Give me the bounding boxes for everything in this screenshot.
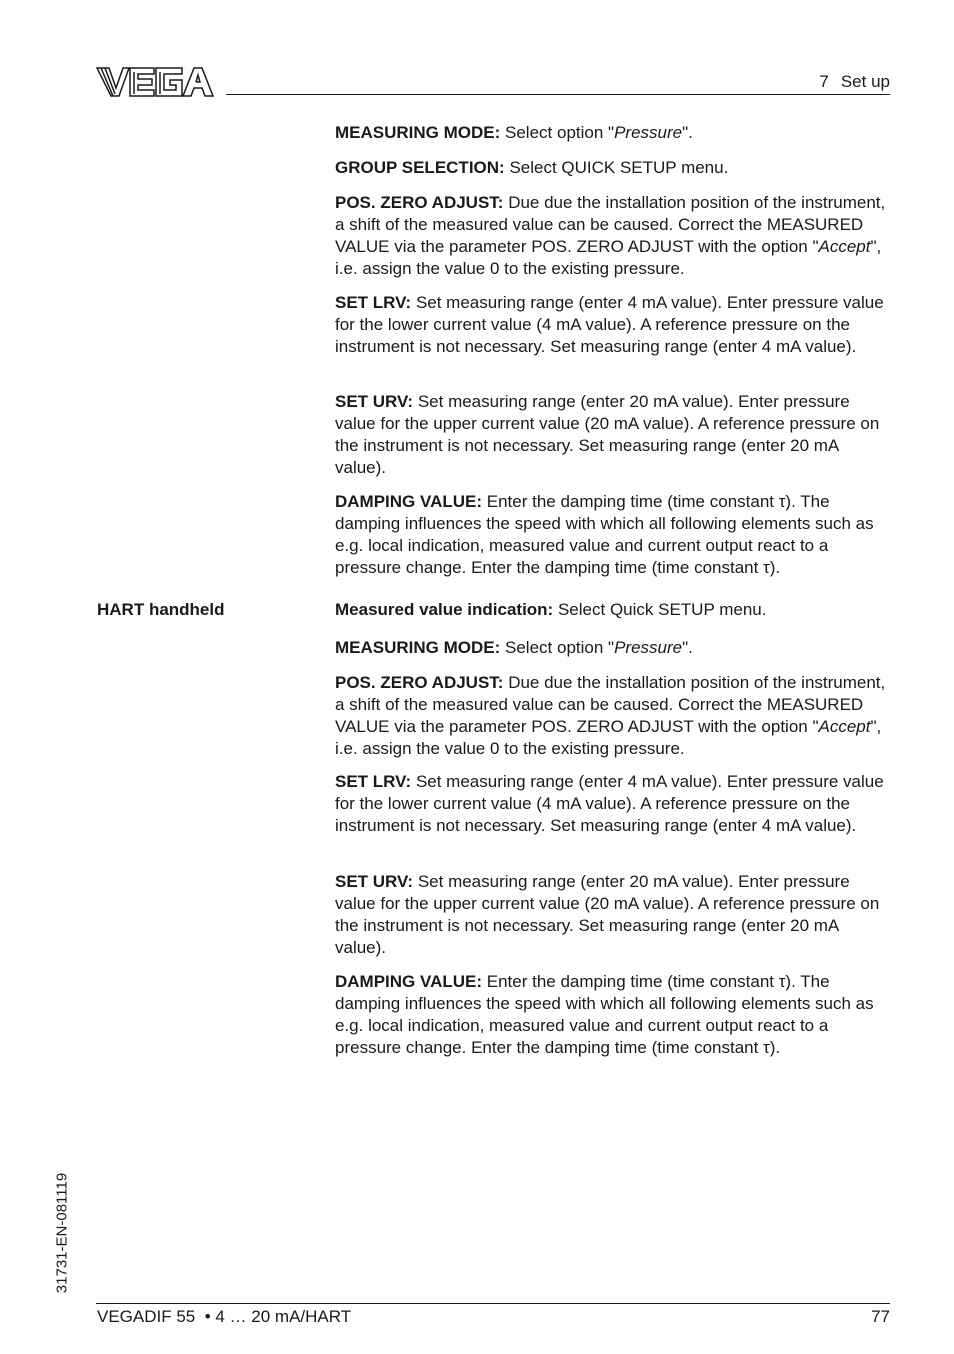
para-set-lrv-1 — [335, 292, 891, 358]
param-label: POS. ZERO ADJUST: — [335, 193, 504, 212]
footer-rule — [96, 1303, 890, 1304]
param-text: Enter the damping time (time constant τ). The damping influences the speed with which all following elements such as e.g. local indication, measured value and current output react to a pressure change. Enter the damping time (time constant τ). — [335, 492, 874, 577]
footer-product: VEGADIF 55 • 4 … 20 mA/HART — [97, 1307, 352, 1326]
param-label: MEASURING MODE: — [335, 123, 501, 142]
para-set-urv-2 — [335, 871, 891, 959]
vega-logo — [96, 66, 214, 98]
para-damping-value-2 — [335, 971, 891, 1059]
page-number: 77 — [871, 1307, 890, 1326]
param-label: SET URV: — [335, 392, 414, 411]
param-text: Set measuring range (enter 4 mA value). Enter pressure value for the lower current value (4 mA value). A reference pressure on the instrument is not necessary. Set measuring range (enter 4 mA value). — [335, 293, 884, 356]
document-code — [51, 1160, 73, 1306]
param-label: GROUP SELECTION: — [335, 158, 505, 177]
param-text: Set measuring range (enter 20 mA value). Enter pressure value for the upper current value (20 mA value). A reference pressure on the instrument is not necessary. Set measuring range (enter 20 mA value). — [335, 392, 880, 477]
header-rule — [226, 94, 890, 95]
param-emphasis: Accept — [818, 237, 871, 256]
param-text-end: ", i.e. assign the value 0 to the existing pressure. — [335, 717, 882, 758]
para-measured-value-indication — [335, 599, 891, 621]
param-text: Set measuring range (enter 20 mA value). Enter pressure value for the upper current value (20 mA value). A reference pressure on the instrument is not necessary. Set measuring range (enter 20 mA value). — [335, 872, 880, 957]
param-text-end: ", i.e. assign the value 0 to the existing pressure. — [335, 237, 882, 278]
param-emphasis: Pressure — [614, 638, 683, 657]
section-reference — [819, 72, 890, 92]
param-label: SET LRV: — [335, 772, 412, 791]
param-text: Enter the damping time (time constant τ). The damping influences the speed with which all following elements such as e.g. local indication, measured value and current output react to a pressure change. Enter the damping time (time constant τ). — [335, 972, 874, 1057]
para-measuring-mode-1 — [335, 122, 891, 144]
param-text: Set measuring range (enter 4 mA value). Enter pressure value for the lower current value (4 mA value). A reference pressure on the instrument is not necessary. Set measuring range (enter 4 mA value). — [335, 772, 884, 835]
para-pos-zero-adjust-2 — [335, 672, 891, 760]
param-text-end: ". — [682, 638, 693, 657]
param-text: Select option " — [505, 123, 615, 142]
param-text: Select QUICK SETUP menu. — [509, 158, 729, 177]
para-pos-zero-adjust-1 — [335, 192, 891, 280]
side-label-hart-handheld: HART handheld — [97, 600, 225, 619]
param-label: SET LRV: — [335, 293, 412, 312]
param-label: MEASURING MODE: — [335, 638, 501, 657]
param-text-end: ". — [682, 123, 693, 142]
para-set-urv-1 — [335, 391, 891, 479]
param-text: Due due the installation position of the instrument, a shift of the measured value can be caused. Correct the MEASURED VALUE via the parameter POS. ZERO ADJUST with the option " — [335, 673, 886, 736]
document-code-text: 31731-EN-081119 — [53, 1172, 71, 1294]
param-label: DAMPING VALUE: — [335, 492, 483, 511]
param-text: Due due the installation position of the instrument, a shift of the measured value can be caused. Correct the MEASURED VALUE via the parameter POS. ZERO ADJUST with the option " — [335, 193, 886, 256]
para-group-selection — [335, 157, 891, 179]
para-measuring-mode-2 — [335, 637, 891, 659]
param-label: Measured value indication: — [335, 600, 554, 619]
section-number: 7 — [819, 72, 829, 91]
para-set-lrv-2 — [335, 771, 891, 837]
param-text: Select Quick SETUP menu. — [557, 600, 767, 619]
param-text: Select option " — [505, 638, 615, 657]
param-label: DAMPING VALUE: — [335, 972, 483, 991]
param-emphasis: Pressure — [614, 123, 683, 142]
param-emphasis: Accept — [818, 717, 871, 736]
section-title: Set up — [840, 72, 890, 91]
param-label: SET URV: — [335, 872, 414, 891]
para-damping-value-1 — [335, 491, 891, 579]
param-label: POS. ZERO ADJUST: — [335, 673, 504, 692]
